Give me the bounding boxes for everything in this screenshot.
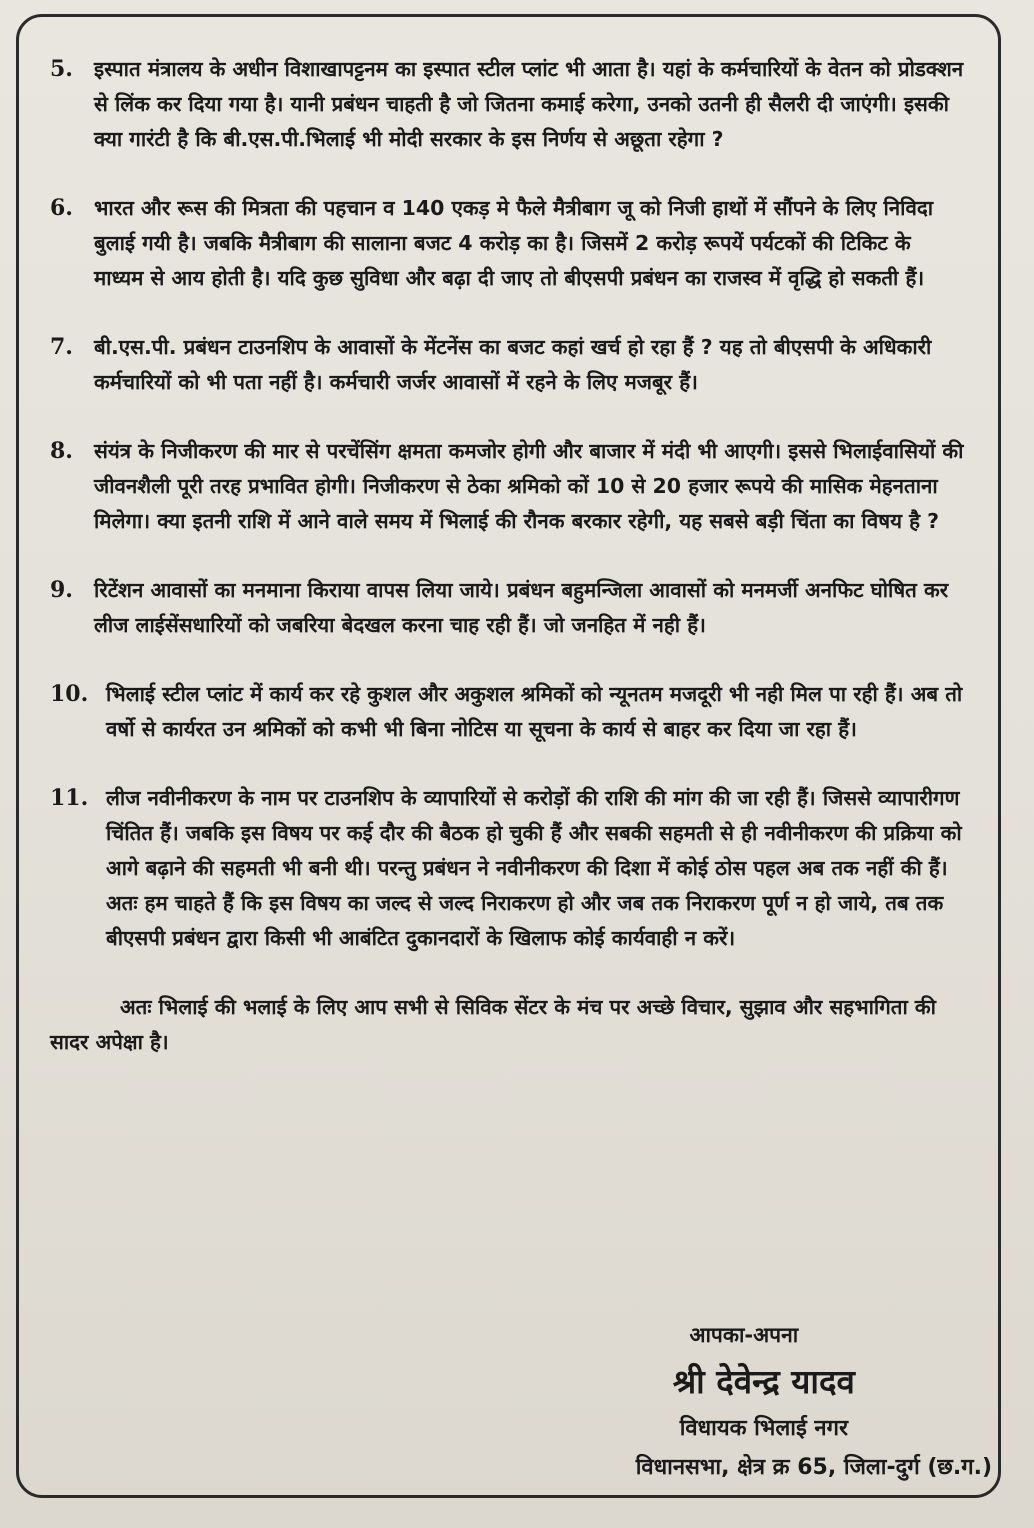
signature-greeting: आपका-अपना [689, 1323, 799, 1347]
list-item-5 [50, 52, 965, 157]
item-number: 10. [50, 681, 89, 707]
item-number: 5. [50, 56, 73, 82]
document-body [50, 52, 965, 1060]
list-item-10 [50, 677, 965, 747]
item-text: रिटेंशन आवासों का मनमाना किराया वापस लिया जाये। प्रबंधन बहुमन्जिला आवासों को मनमर्जी अनफिट घोषित कर लीज लाईसेंसधारियों को जबरिया बेदखल करना चाह रही हैं। जो जनहित में नही हैं। [94, 578, 949, 637]
list-item-8 [50, 434, 965, 539]
item-text: भारत और रूस की मित्रता की पहचान व 140 एकड़ मे फैले मैत्रीबाग जू को निजी हाथों में सौंपने के लिए निविदा बुलाई गयी है। जबकि मैत्रीबाग की सालाना बजट 4 करोड़ का है। जिसमें 2 करोड़ रूपयें पर्यटकों की टिकिट के माध्यम से आय होती है। यदि कुछ सुविधा और बढ़ा दी जाए तो बीएसपी प्रबंधन का राजस्व में वृद्धि हो सकती हैं। [94, 196, 934, 290]
signature-block [636, 1320, 992, 1486]
signatory-address: विधानसभा, क्षेत्र क्र 65, जिला-दुर्ग (छ.ग.) [635, 1455, 992, 1480]
list-item-9 [50, 573, 965, 643]
closing-paragraph: अतः भिलाई की भलाई के लिए आप सभी से सिविक सेंटर के मंच पर अच्छे विचार, सुझाव और सहभागिता की सादर अपेक्षा है। [50, 995, 936, 1054]
signatory-name: श्री देवेन्द्र यादव [672, 1362, 855, 1401]
list-item-11 [50, 781, 965, 956]
item-text: इस्पात मंत्रालय के अधीन विशाखापट्टनम का इस्पात स्टील प्लांट भी आता है। यहां के कर्मचारियों के वेतन को प्रोडक्शन से लिंक कर दिया गया है। यानी प्रबंधन चाहती है जो जितना कमाई करेगा, उनको उतनी ही सैलरी दी जाएंगी। इसकी क्या गारंटी है कि बी.एस.पी.भिलाई भी मोदी सरकार के इस निर्णय से अछूता रहेगा ? [94, 57, 964, 151]
list-item-7 [50, 330, 965, 400]
item-number: 8. [50, 438, 73, 464]
item-number: 9. [50, 577, 73, 603]
item-text: बी.एस.पी. प्रबंधन टाउनशिप के आवासों के मेंटनेंस का बजट कहां खर्च हो रहा हैं ? यह तो बीएसपी के अधिकारी कर्मचारियों को भी पता नहीं है। कर्मचारी जर्जर आवासों में रहने के लिए मजबूर हैं। [94, 335, 932, 394]
signatory-title: विधायक भिलाई नगर [679, 1416, 848, 1441]
item-number: 6. [50, 195, 73, 221]
item-text: भिलाई स्टील प्लांट में कार्य कर रहे कुशल और अकुशल श्रमिकों को न्यूनतम मजदूरी भी नही मिल पा रही हैं। अब तो वर्षो से कार्यरत उन श्रमिकों को कभी भी बिना नोटिस या सूचना के कार्य से बाहर कर दिया जा रहा हैं। [106, 682, 963, 741]
list-item-6 [50, 191, 965, 296]
item-text: लीज नवीनीकरण के नाम पर टाउनशिप के व्यापारियों से करोड़ों की राशि की मांग की जा रही हैं। जिससे व्यापारीगण चिंतित हैं। जबकि इस विषय पर कई दौर की बैठक हो चुकी हैं और सबकी सहमती से ही नवीनीकरण की प्रक्रिया को आगे बढ़ाने की सहमती भी बनी थी। परन्तु प्रबंधन ने नवीनीकरण की दिशा में कोई ठोस पहल अब तक नहीं की हैं। अतः हम चाहते हैं कि इस विषय का जल्द से जल्द निराकरण हो और जब तक निराकरण पूर्ण न हो जाये, तब तक बीएसपी प्रबंधन द्वारा किसी भी आबंटित दुकानदारों के खिलाफ कोई कार्यवाही न करें। [106, 786, 962, 950]
item-number: 7. [50, 334, 73, 360]
item-number: 11. [50, 785, 89, 811]
item-text: संयंत्र के निजीकरण की मार से परचेंसिंग क्षमता कमजोर होगी और बाजार में मंदी भी आएगी। इससे भिलाईवासियों की जीवनशैली पूरी तरह प्रभावित होगी। निजीकरण से ठेका श्रमिको कों 10 से 20 हजार रूपये की मासिक मेहनताना मिलेगा। क्या इतनी राशि में आने वाले समय में भिलाई की रौनक बरकार रहेगी, यह सबसे बड़ी चिंता का विषय है ? [94, 439, 964, 533]
